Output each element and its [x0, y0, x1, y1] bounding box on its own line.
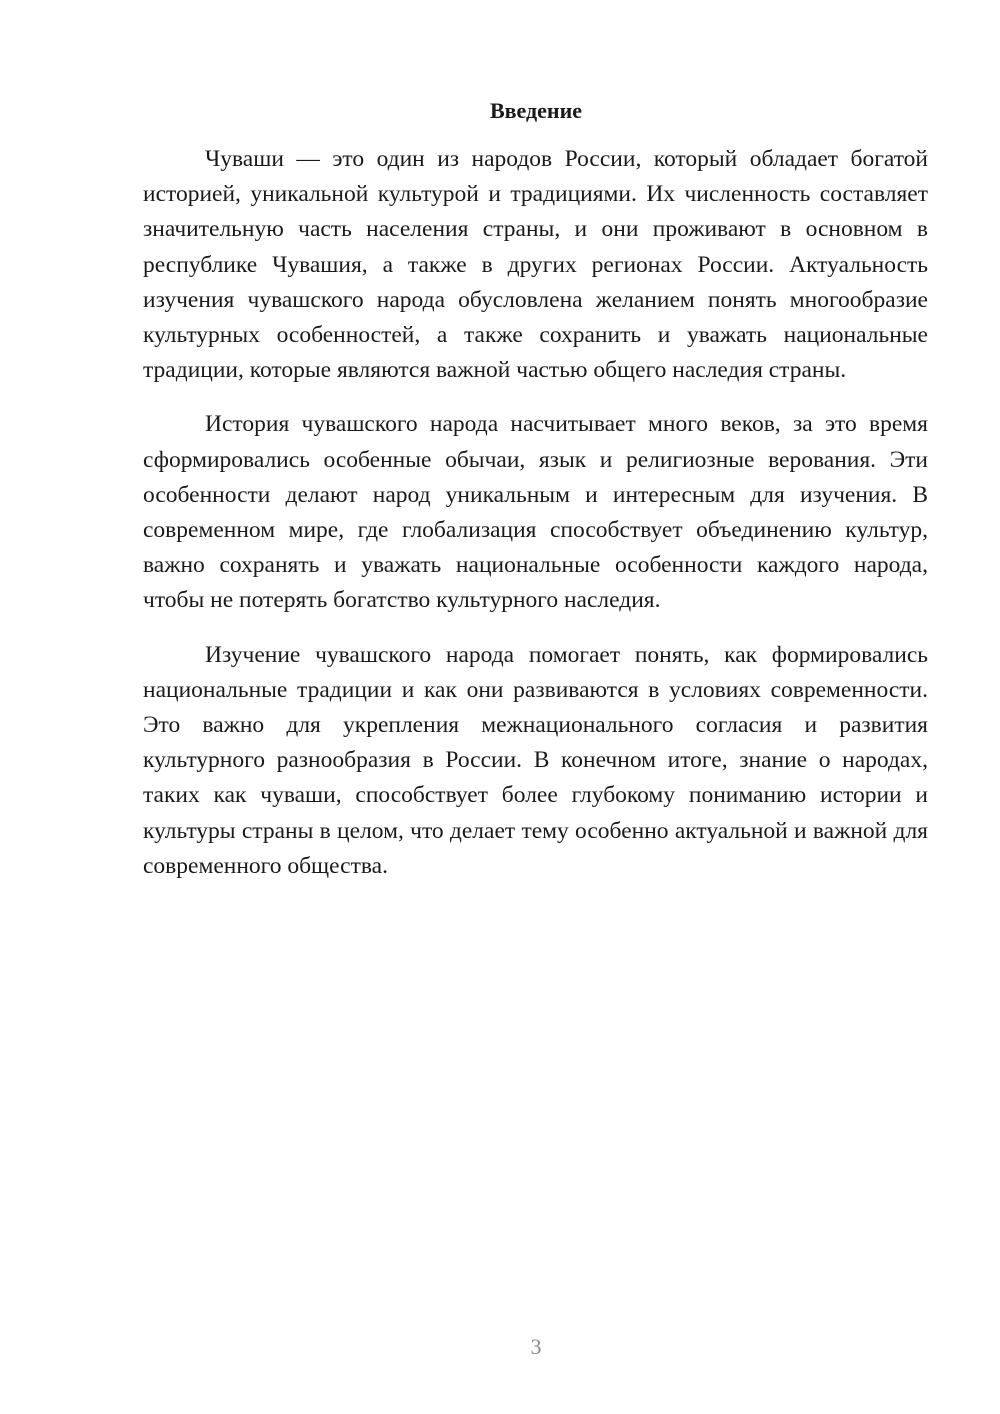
- paragraph-2: История чувашского народа насчитывает много веков, за это время сформировались особенные обычаи, язык и религиозные верования. Эти особенности делают народ уникальным и интересным для изучения. В современном мире, где глобализация способствует объединению культур, важно сохранять и уважать национальные особенности каждого народа, чтобы не потерять богатство культурного наследия.: [143, 411, 928, 614]
- paragraph-1: Чуваши — это один из народов России, который обладает богатой историей, уникальной культурой и традициями. Их численность составляет значительную часть населения страны, и они проживают в основном в республике Чувашия, а также в других регионах России. Актуальность изучения чувашского народа обусловлена желанием понять многообразие культурных особенностей, а также сохранить и уважать национальные традиции, которые являются важной частью общего наследия страны.: [143, 146, 928, 384]
- section-title: Введение: [489, 98, 583, 123]
- body-text: [143, 142, 928, 884]
- paragraph-3: Изучение чувашского народа помогает понять, как формировались национальные традиции и как они развиваются в условиях современности. Это важно для укрепления межнационального согласия и развития культурного разнообразия в России. В конечном итоге, знание о народах, таких как чуваши, способствует более глубокому пониманию истории и культуры страны в целом, что делает тему особенно актуальной и важной для современного общества.: [143, 641, 928, 879]
- page-number: 3: [530, 1334, 542, 1359]
